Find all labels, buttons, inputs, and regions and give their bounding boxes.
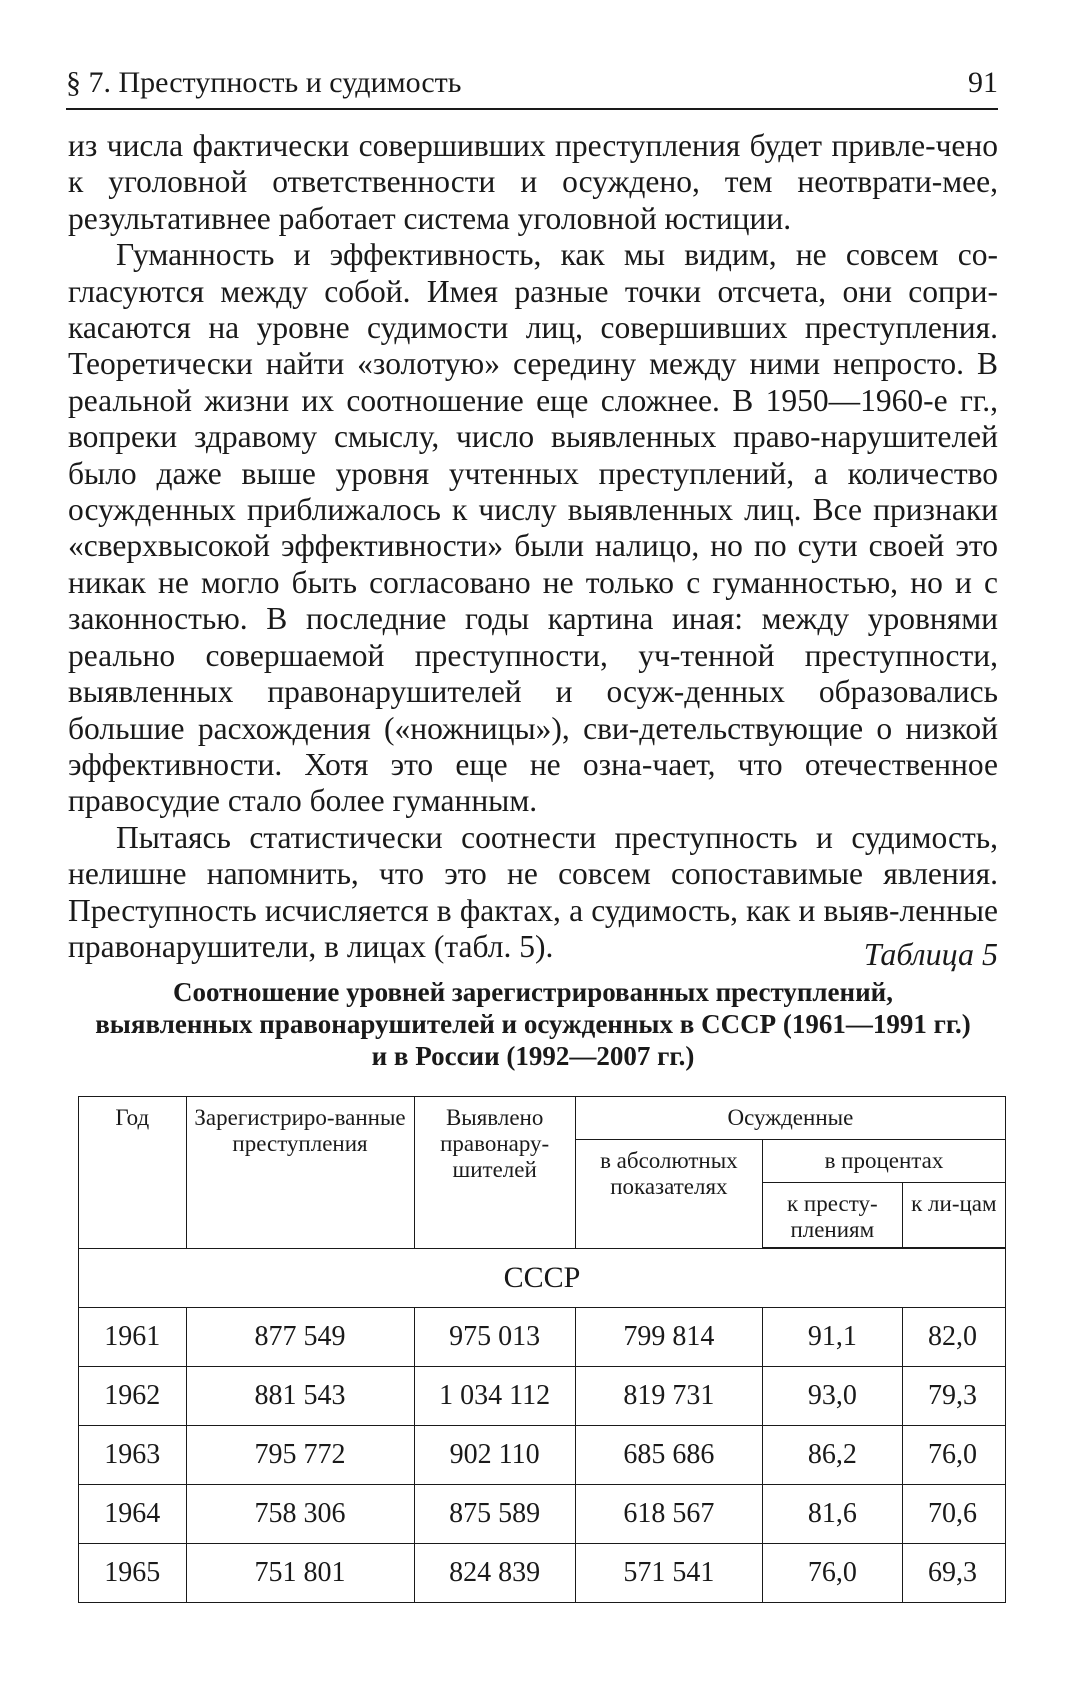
cell-pct-crimes: 81,6 [762,1485,902,1544]
paragraph: Гуманность и эффективность, как мы видим, не совсем со-гласуются между собой. Имея разные точки отсчета, они сопри-касаются на уровне судимости лиц, совершивших преступления. Теоретически найти «золотую» середину между ними непросто. В реальной жизни их соотношение еще сложнее. В 1950—1960-е гг., вопреки здравому смыслу, число выявленных право-нарушителей было даже выше уровня учтенных преступлений, а количество осужденных приближалось к числу выявленных лиц. Все признаки «сверхвысокой эффективности» были налицо, но по сути своей это никак не могло быть согласовано не только с гуманностью, но и с законностью. В последние годы картина иная: между уровнями реально совершаемой преступности, уч-тенной преступности, выявленных правонарушителей и осуж-денных образовались большие расхождения («ножницы»), сви-детельствующие о низкой эффективности. Хотя это еще не озна-чает, что отечественное правосудие стало более гуманным. [68,237,998,819]
header-registered: Зарегистриро-ванные преступления [186,1097,414,1249]
table-row [79,1544,1006,1603]
table-row [79,1426,1006,1485]
cell-year: 1961 [79,1308,187,1367]
table-label: Таблица 5 [863,936,998,972]
table-title-line: выявленных правонарушителей и осужденных в СССР (1961—1991 гг.) [95,1009,971,1039]
page-number: 91 [968,66,998,99]
header-to-persons: к ли-цам [902,1183,1005,1249]
header-year: Год [79,1097,187,1249]
running-head [66,60,998,110]
paragraph: из числа фактически совершивших преступления будет привле-чено к уголовной ответственности и осуждено, тем неотврати-мее, результативнее работает система уголовной юстиции. [68,128,998,236]
cell-registered: 881 543 [186,1367,414,1426]
cell-pct-persons: 70,6 [902,1485,1005,1544]
cell-year: 1963 [79,1426,187,1485]
header-convicted: Осужденные [575,1097,1005,1140]
cell-year: 1965 [79,1544,187,1603]
table-row [79,1367,1006,1426]
table-title-line: Соотношение уровней зарегистрированных преступлений, [173,977,893,1007]
cell-identified: 824 839 [414,1544,575,1603]
cell-registered: 751 801 [186,1544,414,1603]
cell-pct-crimes: 93,0 [762,1367,902,1426]
cell-pct-crimes: 86,2 [762,1426,902,1485]
table-row [79,1308,1006,1367]
cell-registered: 877 549 [186,1308,414,1367]
table-title-line: и в России (1992—2007 гг.) [371,1041,695,1071]
cell-year: 1964 [79,1485,187,1544]
cell-identified: 902 110 [414,1426,575,1485]
cell-pct-persons: 82,0 [902,1308,1005,1367]
cell-convicted: 819 731 [575,1367,762,1426]
paragraph: Пытаясь статистически соотнести преступность и судимость, нелишне напомнить, что это не совсем сопоставимые явления. Преступность исчисляется в фактах, а судимость, как и выяв-ленные правонарушители, в лицах (табл. 5). [68,819,998,964]
cell-convicted: 799 814 [575,1308,762,1367]
cell-registered: 795 772 [186,1426,414,1485]
cell-pct-crimes: 91,1 [762,1308,902,1367]
header-percent: в процентах [762,1140,1005,1183]
statistics-table [78,1096,1006,1603]
cell-convicted: 618 567 [575,1485,762,1544]
cell-identified: 875 589 [414,1485,575,1544]
cell-registered: 758 306 [186,1485,414,1544]
table-title [68,976,998,1072]
section-title: § 7. Преступность и судимость [66,66,462,99]
table-row [79,1485,1006,1544]
header-absolute: в абсолютных показателях [575,1140,762,1249]
region-row: СССР [79,1248,1006,1308]
cell-pct-persons: 79,3 [902,1367,1005,1426]
cell-pct-persons: 76,0 [902,1426,1005,1485]
header-to-crimes: к престу-плениям [762,1183,902,1249]
cell-convicted: 685 686 [575,1426,762,1485]
header-identified: Выявлено правонару-шителей [414,1097,575,1249]
cell-pct-crimes: 76,0 [762,1544,902,1603]
body-text [68,128,998,965]
cell-convicted: 571 541 [575,1544,762,1603]
cell-pct-persons: 69,3 [902,1544,1005,1603]
cell-year: 1962 [79,1367,187,1426]
cell-identified: 975 013 [414,1308,575,1367]
cell-identified: 1 034 112 [414,1367,575,1426]
